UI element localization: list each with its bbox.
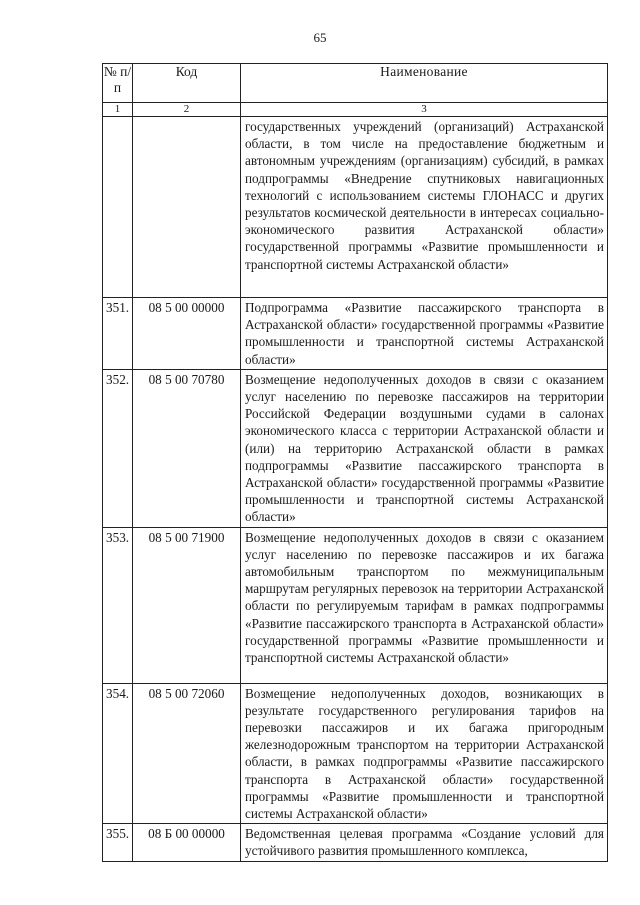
- table-row: [103, 527, 608, 683]
- row-code: 08 5 00 00000: [133, 298, 241, 370]
- row-code: 08 5 00 71900: [133, 527, 241, 683]
- row-name: Возмещение недополученных доходов в связи с оказанием услуг населению по перевозке пассажиров и их багажа автомобильным транспортом по межмуниципальным маршрутам регулярных перевозок на территории Астраханской области по регулируемым тарифам в рамках подпрограммы «Развитие пассажирского транспорта в Астраханской области» государственной программы «Развитие промышленности и транспортной системы Астраханской области»: [241, 527, 608, 683]
- row-code: 08 Б 00 00000: [133, 824, 241, 861]
- row-name: Возмещение недополученных доходов в связи с оказанием услуг населению по перевозке пассажиров на территории Российской Федерации воздушными судами в салонах экономического класса с территории Астраханской области и (или) на территорию Астраханской области в рамках подпрограммы «Развитие пассажирского транспорта в Астраханской области» государственной программы «Развитие промышленности и транспортной системы Астраханской области»: [241, 369, 608, 527]
- row-name: Ведомственная целевая программа «Создание условий для устойчивого развития промышленного комплекса,: [241, 824, 608, 861]
- row-number: 354.: [103, 683, 133, 824]
- row-number: 351.: [103, 298, 133, 370]
- table-row: [103, 298, 608, 370]
- classification-table: [102, 63, 608, 862]
- table-header-row: [103, 64, 608, 103]
- column-number: 3: [241, 103, 608, 117]
- table-row: [103, 683, 608, 824]
- row-code: 08 5 00 70780: [133, 369, 241, 527]
- header-name: Наименование: [241, 64, 608, 103]
- header-code: Код: [133, 64, 241, 103]
- row-number: 352.: [103, 369, 133, 527]
- table-row: [103, 117, 608, 298]
- row-code: 08 5 00 72060: [133, 683, 241, 824]
- row-number: 353.: [103, 527, 133, 683]
- row-name: Подпрограмма «Развитие пассажирского транспорта в Астраханской области» государственной программы «Развитие промышленности и транспортной системы Астраханской области»: [241, 298, 608, 370]
- header-num: № п/п: [103, 64, 133, 103]
- row-number: [103, 117, 133, 298]
- page-number: 65: [313, 30, 327, 45]
- table-row: [103, 369, 608, 527]
- table-row: [103, 824, 608, 861]
- row-name: государственных учреждений (организаций) Астраханской области, в том числе на предоставление бюджетным и автономным учреждениям (организациям) субсидий, в рамках подпрограммы «Внедрение спутниковых навигационных технологий с использованием системы ГЛОНАСС и других результатов космической деятельности в интересах социально-экономического развития Астраханской области» государственной программы «Развитие промышленности и транспортной системы Астраханской области»: [241, 117, 608, 298]
- row-number: 355.: [103, 824, 133, 861]
- row-name: Возмещение недополученных доходов, возникающих в результате государственного регулирования тарифов на перевозки пассажиров и их багажа пригородным железнодорожным транспортом на территории Астраханской области, в рамках подпрограммы «Развитие пассажирского транспорта в Астраханской области» государственной программы «Развитие промышленности и транспортной системы Астраханской области»: [241, 683, 608, 824]
- column-number: 2: [133, 103, 241, 117]
- column-numbers-row: [103, 103, 608, 117]
- row-code: [133, 117, 241, 298]
- column-number: 1: [103, 103, 133, 117]
